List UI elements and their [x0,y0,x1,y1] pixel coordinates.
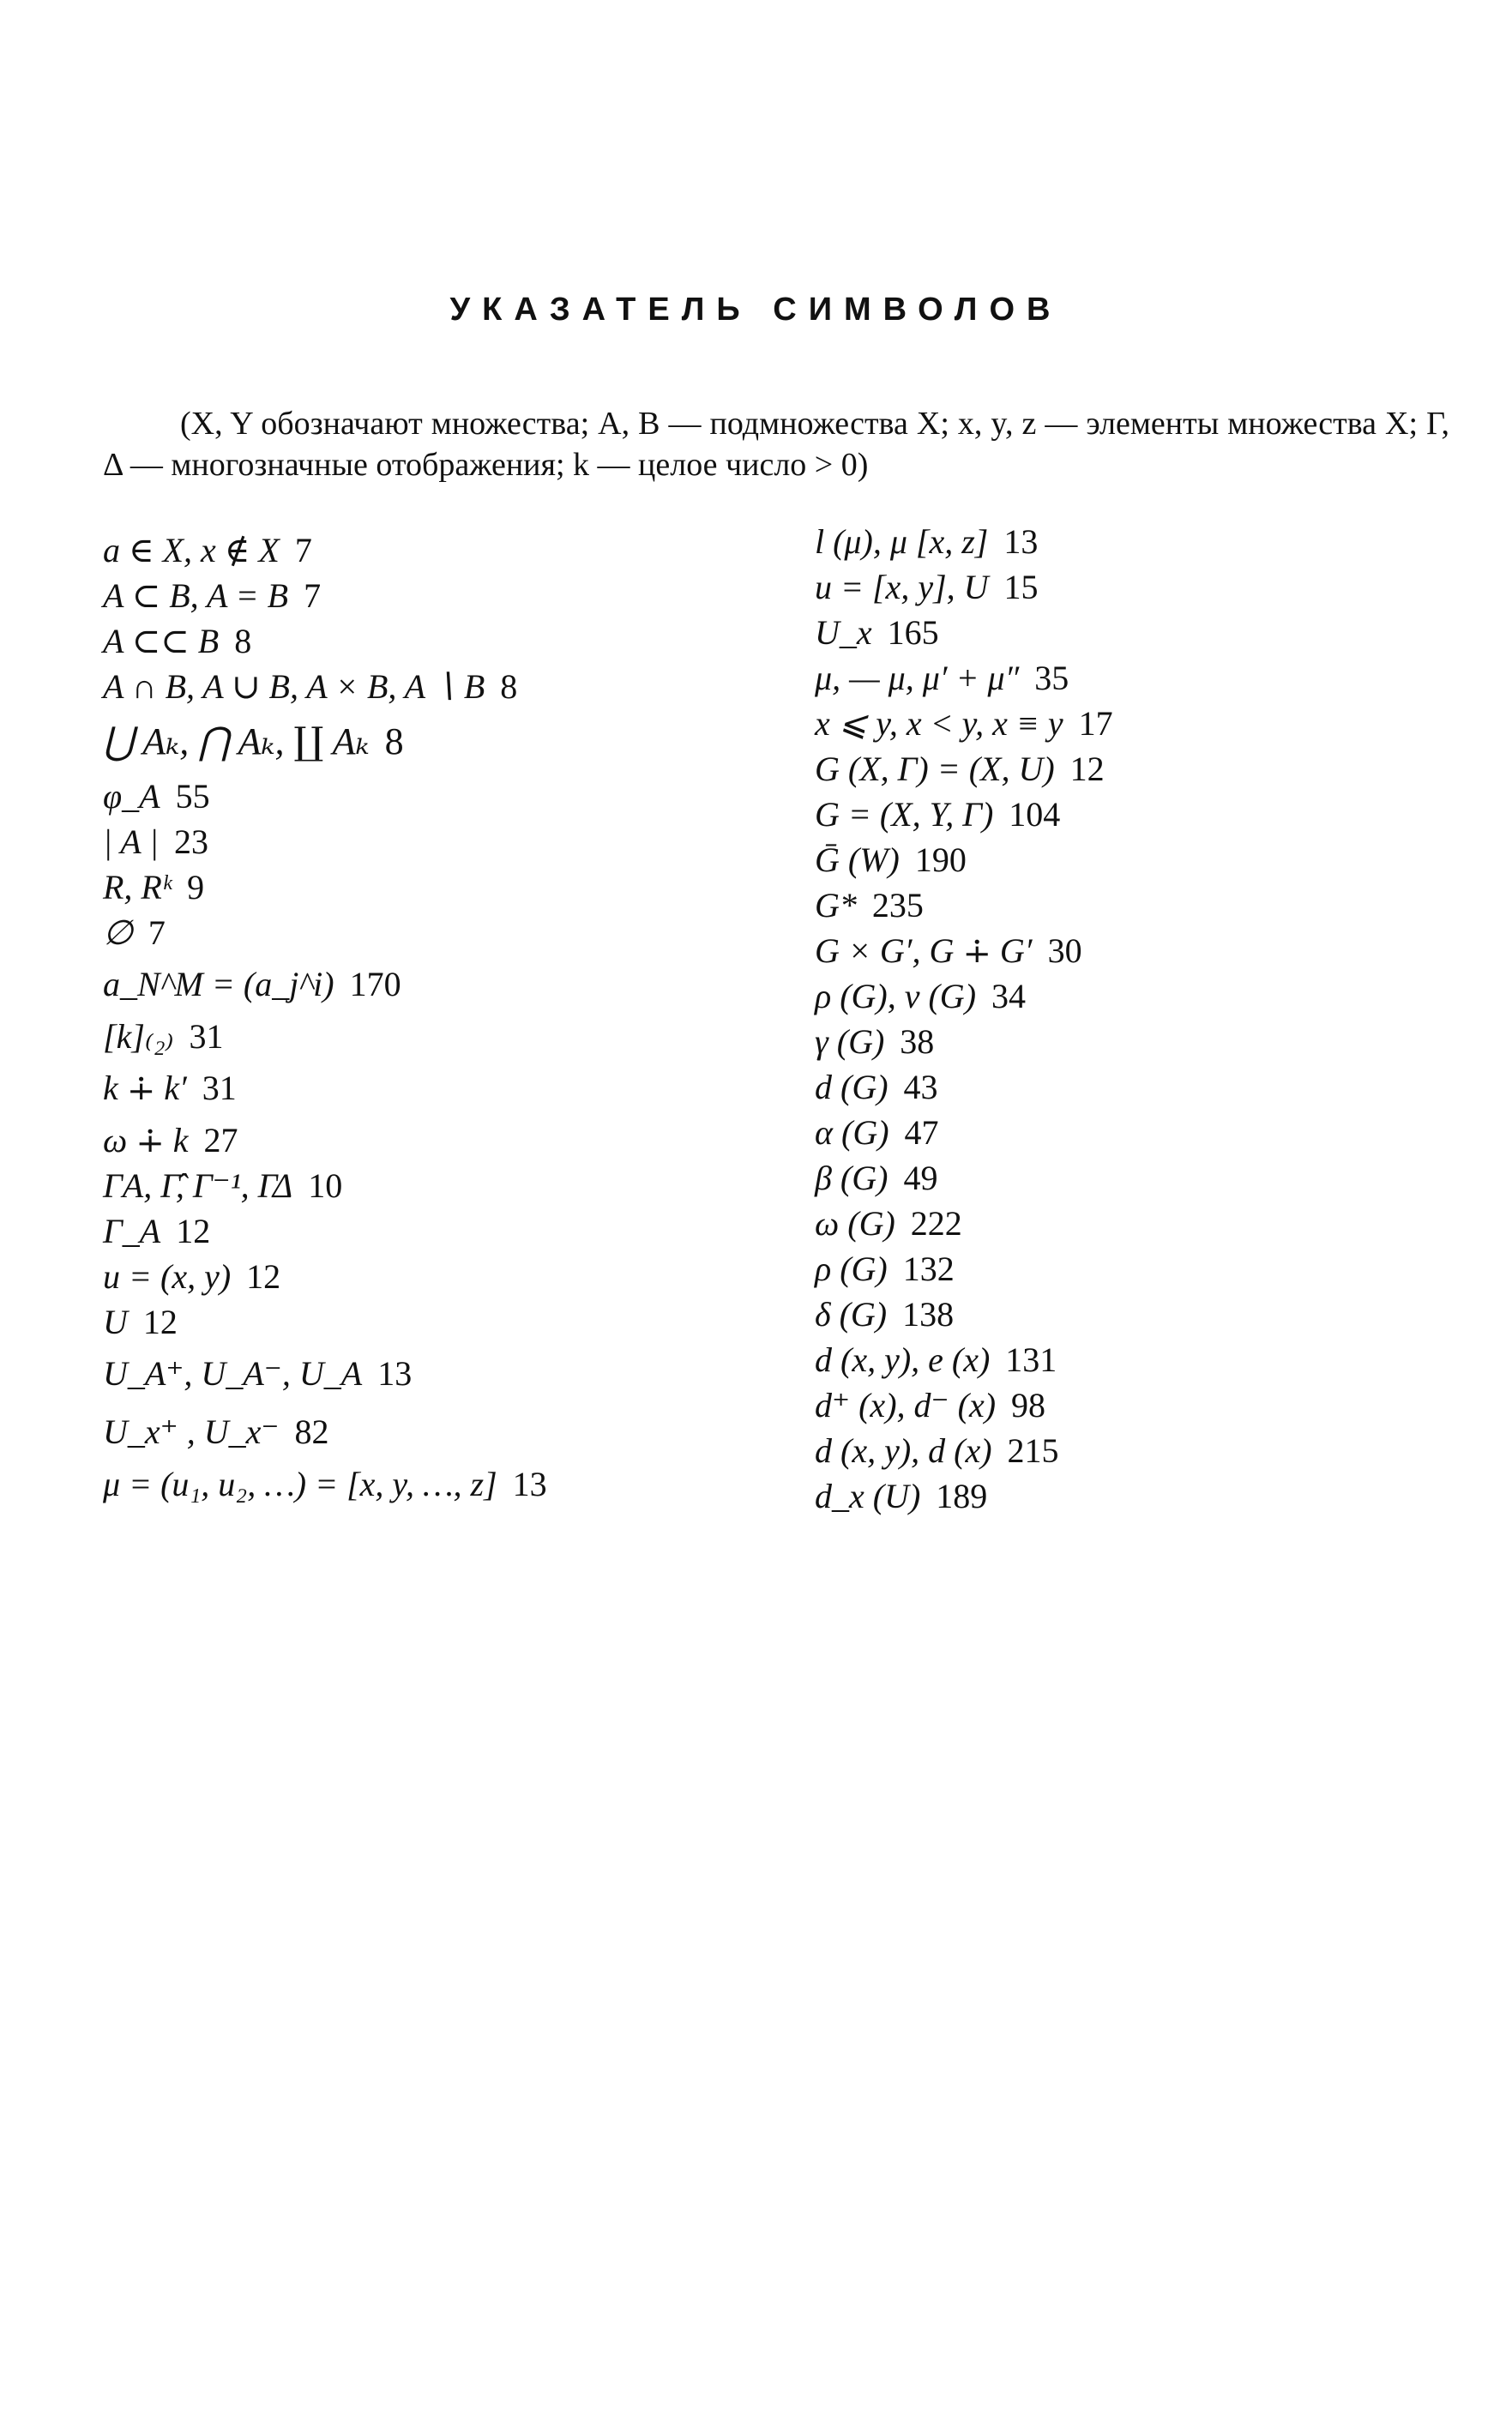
page-number: 38 [900,1022,935,1061]
page-number: 222 [910,1204,962,1243]
symbol: d (G) [815,1068,889,1106]
left-symbol-column [103,527,789,1507]
page-number: 7 [148,913,166,952]
page-number: 31 [202,1069,237,1107]
symbol-entry [103,1461,789,1507]
symbol-entry [103,709,789,774]
symbol-entry [103,774,789,819]
symbol: γ (G) [815,1022,885,1061]
symbol-entry [103,955,789,1014]
symbol: u = [x, y], U [815,568,989,606]
page-number: 189 [936,1477,988,1515]
page-number: 12 [246,1257,281,1296]
symbol: U_x⁺ , U_x⁻ [103,1412,280,1451]
page-number: 13 [1003,522,1039,561]
symbol-entry [815,610,1432,655]
page-number: 165 [887,613,939,652]
symbol: φ_A [103,777,160,816]
symbol-entry [103,618,789,664]
symbol: x ⩽ y, x < y, x ≡ y [815,704,1063,743]
page-number: 8 [384,720,404,762]
symbol-entry [103,1208,789,1254]
symbol: μ = (u₁, u₂, …) = [x, y, …, z] [103,1465,497,1503]
page-number: 170 [349,965,401,1003]
page-number: 7 [294,531,312,569]
symbol-entry [103,1059,789,1117]
page-number: 235 [871,886,924,924]
symbol: l (μ), μ [x, z] [815,522,989,561]
page-number: 35 [1034,659,1069,697]
symbol: β (G) [815,1159,889,1197]
symbol: δ (G) [815,1295,888,1334]
symbol-entry [815,1337,1432,1382]
page-number: 12 [176,1212,211,1250]
symbol: α (G) [815,1113,889,1152]
symbol-entry [103,1117,789,1163]
symbol: G* [815,886,857,924]
page-number: 12 [142,1303,178,1341]
symbol-entry [103,864,789,910]
symbol-entry [103,527,789,573]
page-number: 190 [914,840,967,879]
page-number: 13 [512,1465,547,1503]
page-number: 17 [1078,704,1113,743]
symbol: A ∩ B, A ∪ B, A × B, A ∖ B [103,667,485,706]
symbol-entry [103,1403,789,1461]
symbol: d (x, y), e (x) [815,1340,991,1379]
symbol: Ḡ (W) [815,840,900,879]
symbol-entry [815,1292,1432,1337]
symbol: d⁺ (x), d⁻ (x) [815,1386,997,1424]
symbol: G × G′, G ∔ G′ [815,931,1033,970]
page-number: 43 [903,1068,938,1106]
symbol-entry [815,701,1432,746]
page-number: 49 [903,1159,938,1197]
symbol-entry [815,746,1432,792]
symbol: R, Rᵏ [103,868,172,906]
symbol-entry [815,1110,1432,1155]
symbol: μ, — μ, μ′ + μ″ [815,659,1020,697]
symbol: ω ∔ k [103,1121,189,1159]
symbol: G (X, Γ) = (X, U) [815,750,1055,788]
page-number: 9 [187,868,205,906]
symbol: ω (G) [815,1204,895,1243]
page-number: 132 [902,1250,955,1288]
symbol: A ⊂⊂ B [103,622,220,660]
symbol: d_x (U) [815,1477,921,1515]
symbol-entry [815,1064,1432,1110]
page-number: 12 [1069,750,1105,788]
page-number: 8 [500,667,518,706]
symbol-entry [815,1428,1432,1473]
page-number: 31 [189,1017,224,1056]
symbol: ρ (G), ν (G) [815,977,977,1015]
symbol-entry [815,1201,1432,1246]
symbol-entry [103,1299,789,1345]
page-number: 215 [1007,1431,1059,1470]
page-title: УКАЗАТЕЛЬ СИМВОЛОВ [449,292,1063,328]
symbol: a ∈ X, x ∉ X [103,531,280,569]
page-number: 55 [175,777,210,816]
symbol-entry [815,1155,1432,1201]
page-number: 47 [904,1113,939,1152]
symbol: Γ_A [103,1212,161,1250]
symbol: u = (x, y) [103,1257,232,1296]
page-number: 104 [1009,795,1061,834]
symbol-entry [815,882,1432,928]
symbol: ⋃ Aₖ, ⋂ Aₖ, ∐ Aₖ [103,720,370,762]
symbol: d (x, y), d (x) [815,1431,992,1470]
page-number: 8 [234,622,252,660]
page-number: 82 [294,1412,329,1451]
page-number: 13 [377,1354,413,1393]
page-number: 10 [308,1166,343,1205]
symbol: ∅ [103,913,133,952]
page-number: 98 [1011,1386,1046,1424]
symbol-entry [815,792,1432,837]
symbol-entry [103,664,789,709]
page-number: 27 [203,1121,238,1159]
symbol: U [103,1303,128,1341]
symbol-entry [103,910,789,955]
symbol-entry [815,519,1432,564]
symbol: G = (X, Y, Γ) [815,795,994,834]
page-number: 30 [1047,931,1082,970]
symbol: k ∔ k′ [103,1069,187,1107]
symbol: U_A⁺, U_A⁻, U_A [103,1354,363,1393]
symbol-entry [815,1019,1432,1064]
right-symbol-column [815,519,1432,1519]
symbol-entry [815,1382,1432,1428]
symbol-entry [815,564,1432,610]
symbol-entry [103,819,789,864]
symbol-entry [103,1345,789,1403]
symbol: ρ (G) [815,1250,888,1288]
symbol-entry [103,573,789,618]
page-number: 34 [991,977,1027,1015]
page-number: 138 [902,1295,955,1334]
symbol-entry [815,973,1432,1019]
symbol: A ⊂ B, A = B [103,576,289,615]
symbol: a_N^M = (a_j^i) [103,965,334,1003]
symbol-entry [815,1473,1432,1519]
symbol-entry [103,1163,789,1208]
symbol: | A | [103,822,159,861]
intro-note: (X, Y обозначают множества; A, B — подмножества X; x, y, z — элементы множества X; Γ, Δ — многозначные отображения; k — целое число > 0) [103,406,1449,483]
symbol-entry [815,655,1432,701]
symbol: U_x [815,613,872,652]
symbol: [k]₍₂₎ [103,1017,174,1056]
page-number: 23 [173,822,208,861]
symbol-entry [815,837,1432,882]
page-number: 15 [1003,568,1039,606]
symbol-entry [815,928,1432,973]
symbol-entry [815,1246,1432,1292]
page-number: 131 [1005,1340,1057,1379]
symbol-entry [103,1014,789,1059]
page-number: 7 [304,576,322,615]
symbol-entry [103,1254,789,1299]
symbol: ΓA, Γ̂, Γ⁻¹, ΓΔ [103,1166,293,1205]
